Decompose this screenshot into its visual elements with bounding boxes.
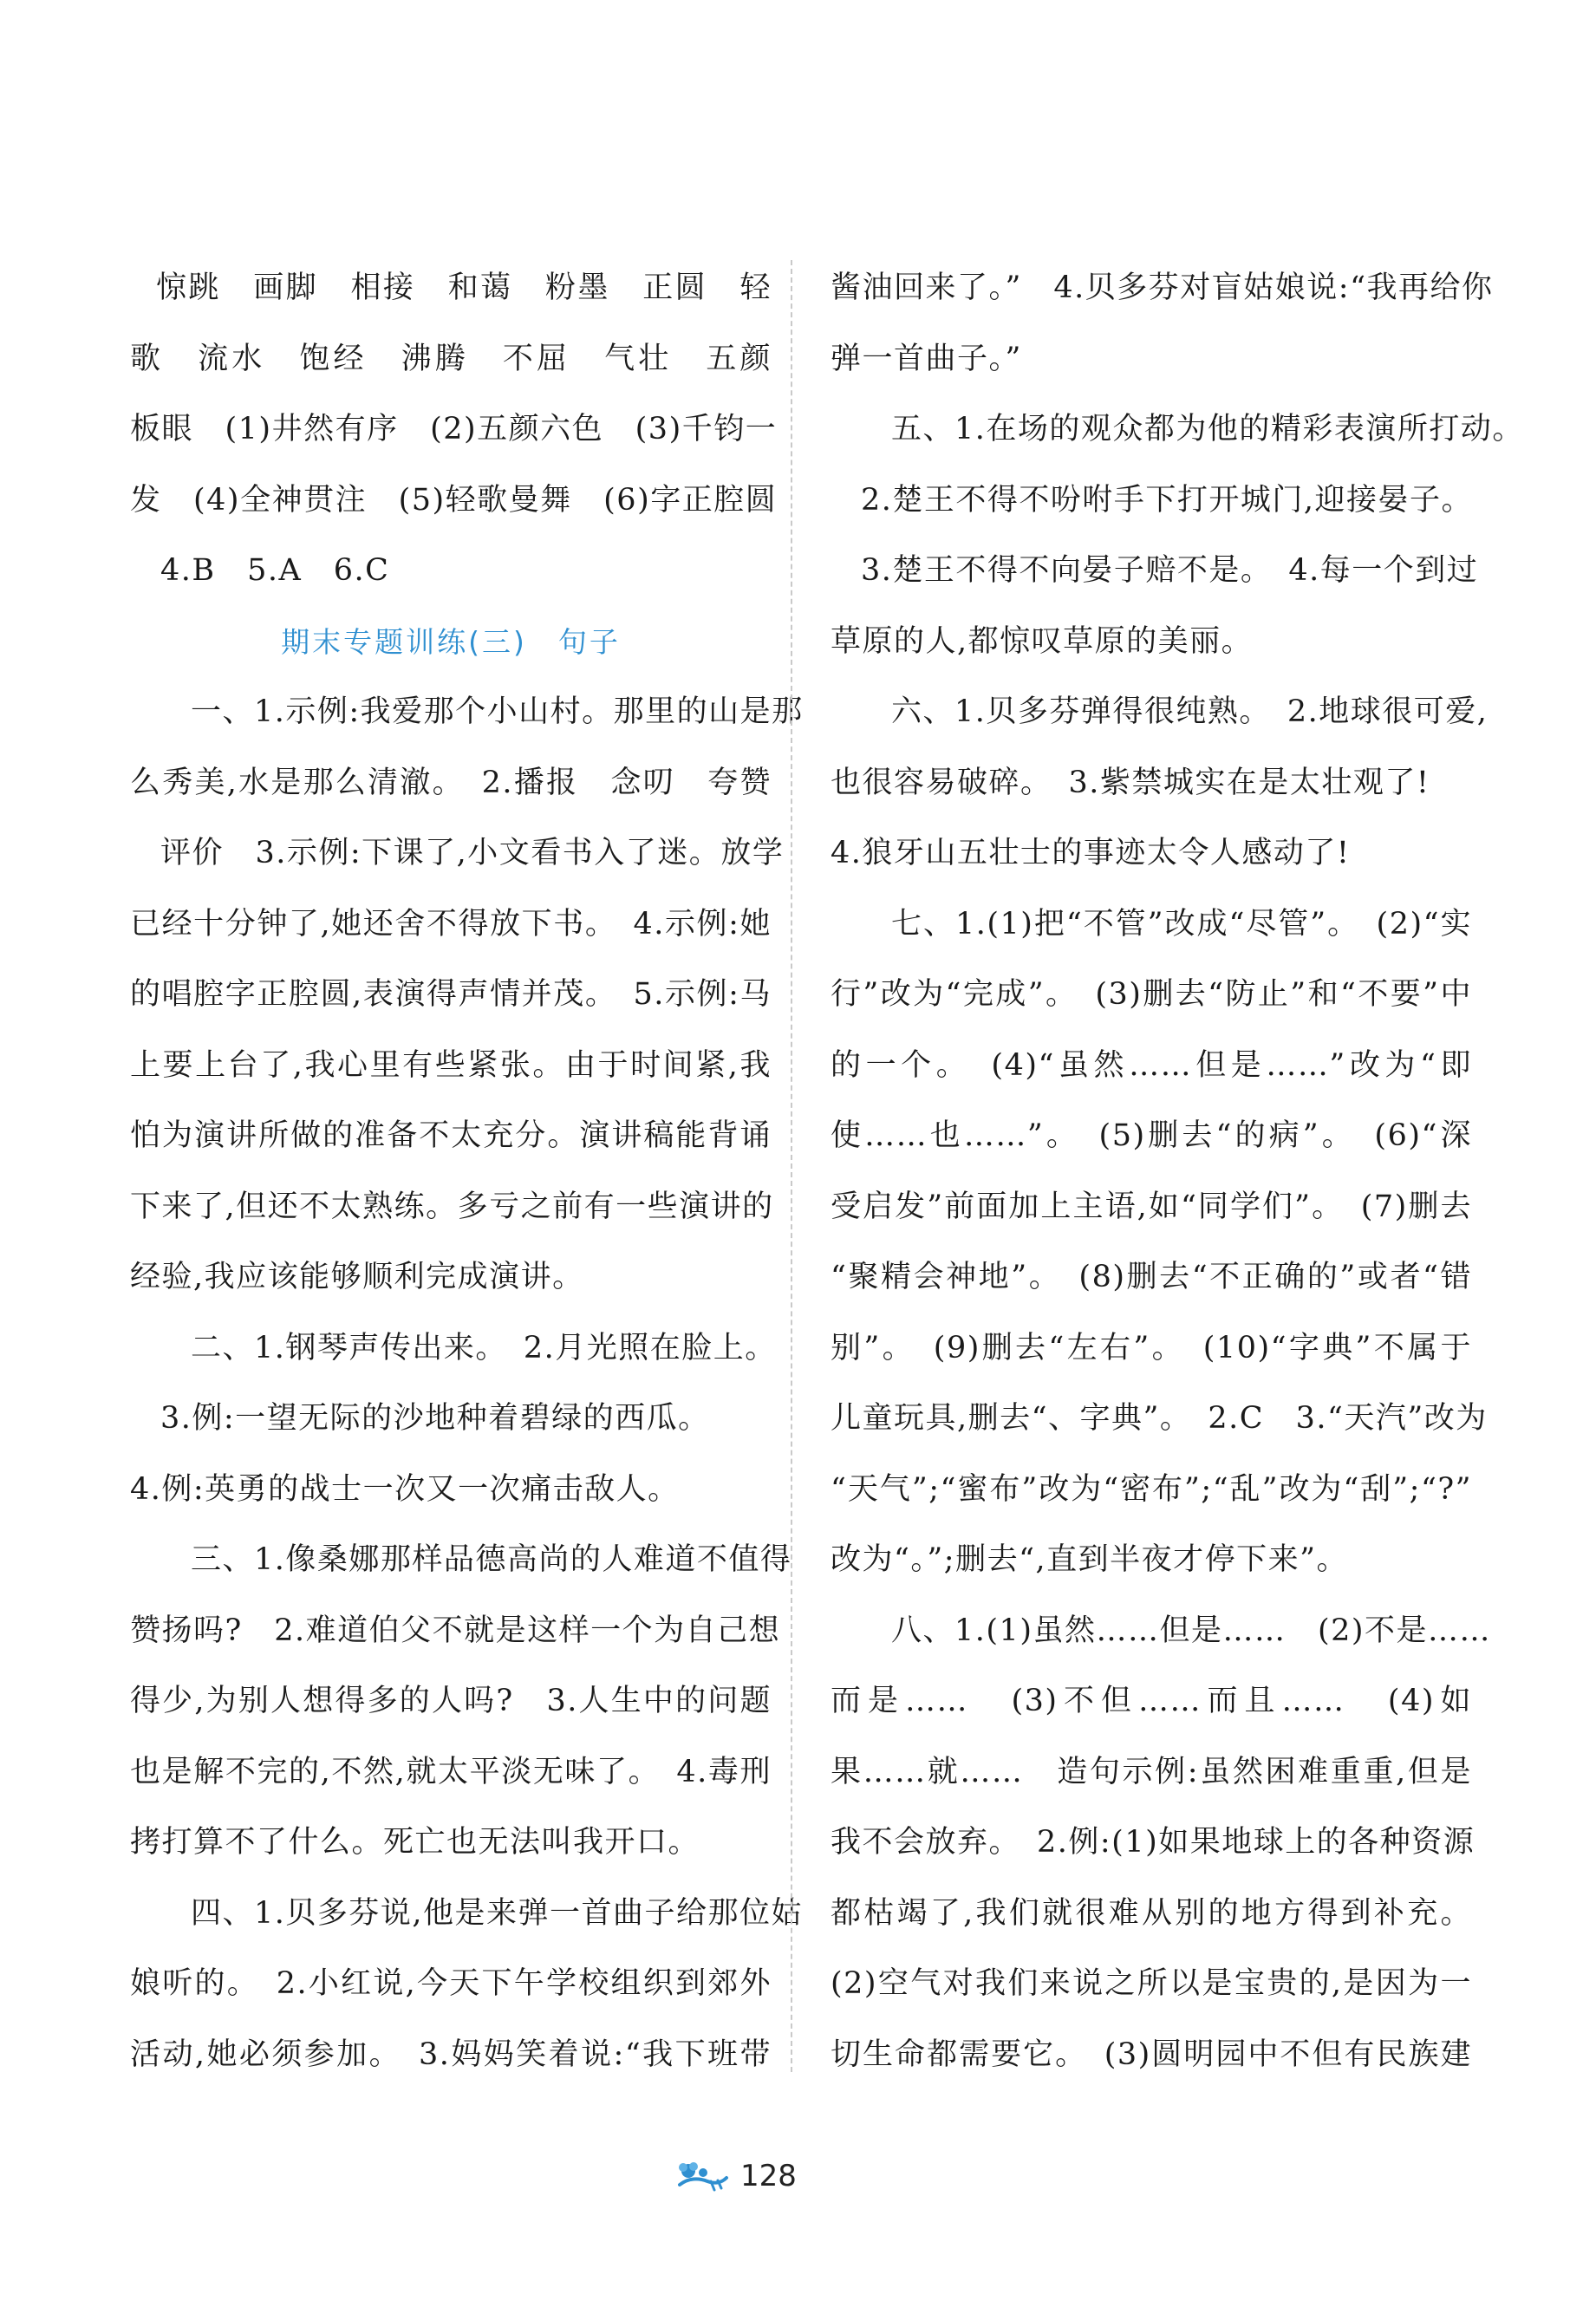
text-line: 3.例:一望无际的沙地种着碧绿的西瓜。: [160, 1401, 710, 1436]
text-line: (2)空气对我们来说之所以是宝贵的,是因为一: [831, 1966, 1472, 2001]
section-heading: 期末专题训练(三) 句子: [281, 624, 621, 659]
text-line: “聚精会神地”。 (8)删去“不正确的”或者“错: [831, 1260, 1472, 1294]
text-line: 4.B 5.A 6.C: [160, 553, 390, 588]
text-line: 果……就…… 造句示例:虽然困难重重,但是: [831, 1754, 1472, 1789]
text-line: 弹一首曲子。”: [831, 341, 1022, 376]
text-line: 活动,她必须参加。 3.妈妈笑着说:“我下班带: [130, 2037, 772, 2072]
text-line: 也是解不完的,不然,就太平淡无味了。 4.毒刑: [130, 1754, 772, 1789]
text-line: 4.例:英勇的战士一次又一次痛击敌人。: [130, 1471, 680, 1507]
text-line: 已经十分钟了,她还舍不得放下书。 4.示例:她: [130, 906, 772, 942]
text-line: 一、1.示例:我爱那个小山村。那里的山是那: [191, 694, 804, 729]
left-column: [130, 253, 804, 2090]
text-line: “天气”;“蜜布”改为“密布”;“乱”改为“刮”;“?”: [831, 1471, 1472, 1507]
flower-ornament-icon: [676, 2159, 730, 2193]
text-line: 么秀美,水是那么清澈。 2.播报 念叨 夸赞: [130, 765, 772, 800]
text-line: 上要上台了,我心里有些紧张。由于时间紧,我: [130, 1047, 772, 1083]
page-footer: [676, 2159, 797, 2193]
text-line: 4.狼牙山五壮士的事迹太令人感动了!: [831, 836, 1351, 870]
text-line: 娘听的。 2.小红说,今天下午学校组织到郊外: [130, 1966, 772, 2001]
text-line: 发 (4)全神贯注 (5)轻歌曼舞 (6)字正腔圆: [130, 482, 778, 518]
text-line: 而是…… (3)不但……而且…… (4)如: [831, 1684, 1472, 1718]
text-line: 五、1.在场的观众都为他的精彩表演所打动。: [891, 412, 1524, 446]
text-line: 行”改为“完成”。 (3)删去“防止”和“不要”中: [831, 977, 1472, 1012]
text-line: 歌 流水 饱经 沸腾 不屈 气壮 五颜: [130, 341, 772, 376]
text-line: 惊跳 画脚 相接 和蔼 粉墨 正圆 轻: [156, 270, 772, 305]
text-line: 都枯竭了,我们就很难从别的地方得到补充。: [831, 1895, 1472, 1931]
text-line: 板眼 (1)井然有序 (2)五颜六色 (3)千钧一: [130, 412, 778, 446]
text-line: 拷打算不了什么。死亡也无法叫我开口。: [130, 1825, 700, 1860]
text-line: 三、1.像桑娜那样品德高尚的人难道不值得: [191, 1542, 792, 1577]
text-line: 也很容易破碎。 3.紫禁城实在是太壮观了!: [831, 765, 1430, 800]
text-line: 3.楚王不得不向晏子赔不是。 4.每一个到过: [861, 553, 1479, 588]
text-line: 怕为演讲所做的准备不太充分。演讲稿能背诵: [130, 1118, 772, 1153]
text-line: 受启发”前面加上主语,如“同学们”。 (7)删去: [831, 1189, 1472, 1224]
text-line: 儿童玩具,删去“、字典”。 2.C 3.“天汽”改为: [831, 1401, 1488, 1436]
text-line: 二、1.钢琴声传出来。 2.月光照在脸上。: [191, 1330, 777, 1365]
right-column: [831, 253, 1524, 2090]
text-line: 评价 3.示例:下课了,小文看书入了迷。放学: [160, 836, 785, 870]
text-line: 2.楚王不得不吩咐手下打开城门,迎接晏子。: [861, 482, 1474, 518]
text-line: 下来了,但还不太熟练。多亏之前有一些演讲的: [130, 1189, 774, 1224]
text-line: 使……也……”。 (5)删去“的病”。 (6)“深: [831, 1118, 1472, 1153]
text-line: 我不会放弃。 2.例:(1)如果地球上的各种资源: [831, 1825, 1475, 1860]
text-line: 酱油回来了。” 4.贝多芬对盲姑娘说:“我再给你: [831, 270, 1494, 305]
text-line: 切生命都需要它。 (3)圆明园中不但有民族建: [831, 2037, 1472, 2072]
text-line: 草原的人,都惊叹草原的美丽。: [831, 623, 1254, 659]
text-line: 改为“。”;删去“,直到半夜才停下来”。: [831, 1542, 1348, 1577]
text-line: 别”。 (9)删去“左右”。 (10)“字典”不属于: [831, 1330, 1472, 1365]
text-line: 的一个。 (4)“虽然……但是……”改为“即: [831, 1047, 1472, 1083]
text-line: 的唱腔字正腔圆,表演得声情并茂。 5.示例:马: [130, 977, 772, 1012]
page-number: 128: [740, 2159, 797, 2193]
text-line: 四、1.贝多芬说,他是来弹一首曲子给那位姑: [191, 1895, 804, 1931]
text-line: 赞扬吗? 2.难道伯父不就是这样一个为自己想: [130, 1613, 781, 1648]
text-line: 六、1.贝多芬弹得很纯熟。 2.地球很可爱,: [891, 694, 1489, 729]
text-line: 七、1.(1)把“不管”改成“尽管”。 (2)“实: [891, 906, 1472, 942]
column-divider: [791, 260, 792, 2072]
text-line: 八、1.(1)虽然……但是…… (2)不是……: [891, 1613, 1492, 1648]
text-line: 经验,我应该能够顺利完成演讲。: [130, 1260, 584, 1294]
text-line: 得少,为别人想得多的人吗? 3.人生中的问题: [130, 1684, 772, 1718]
